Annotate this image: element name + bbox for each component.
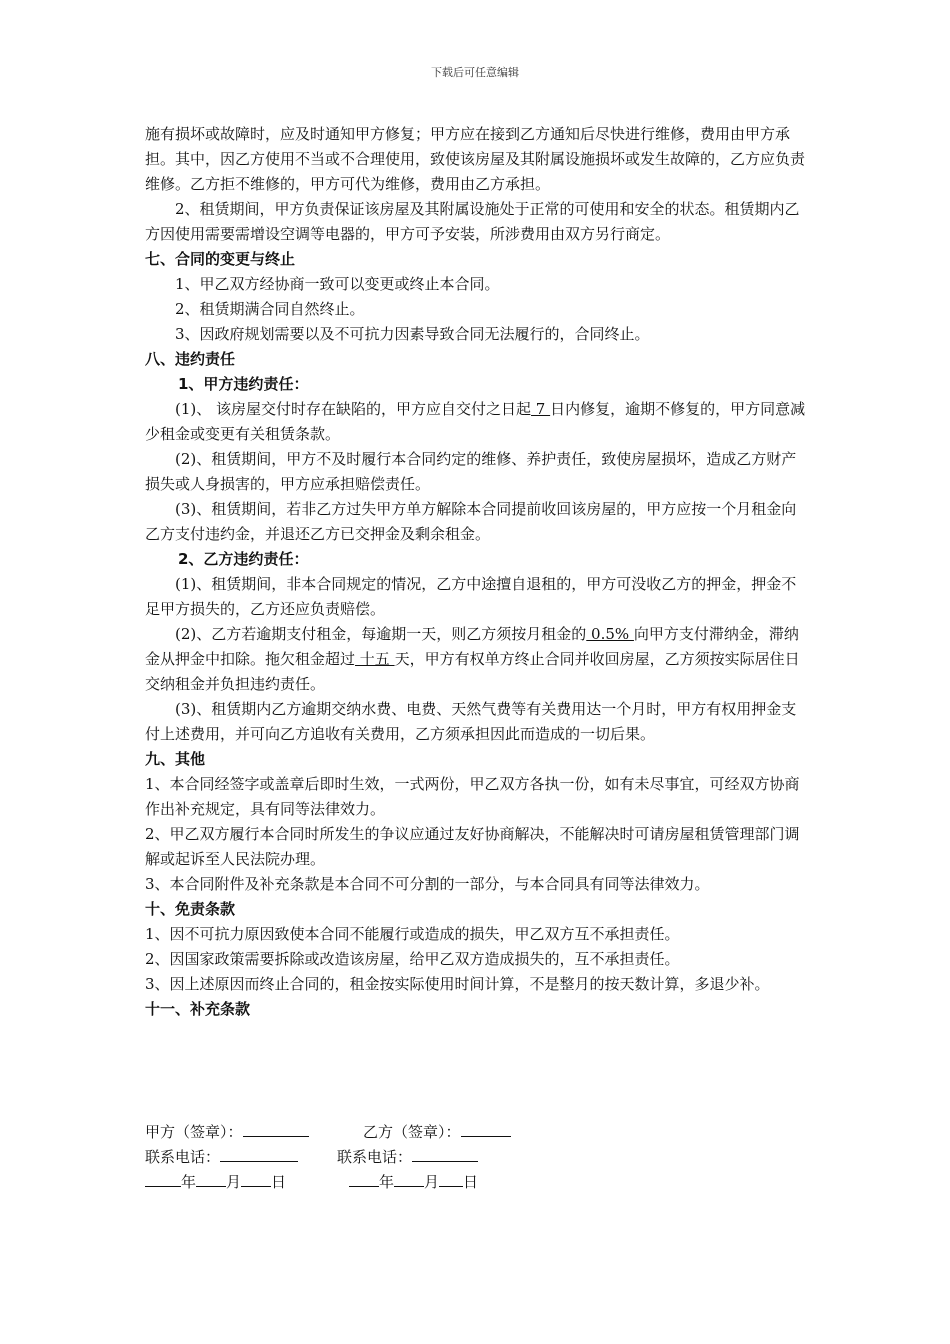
clause-paragraph <box>145 397 810 447</box>
date-a-year-label: 年 <box>181 1173 197 1191</box>
section-heading: 八、违约责任 <box>145 350 236 368</box>
clause-paragraph: (3)、租赁期间，若非乙方过失甲方单方解除本合同提前收回该房屋的，甲方应按一个月租金向乙方支付违约金，并退还乙方已交押金及剩余租金。 <box>145 500 797 543</box>
clause-text: 向甲方支付滞纳金，滞纳金从押金中扣除。拖欠租金超过 <box>145 625 799 668</box>
party-b-signature-line[interactable] <box>461 1120 511 1137</box>
date-b-month-line[interactable] <box>394 1170 424 1187</box>
clause-text: 日内修复，逾期不修复的，甲方同意减少租金或变更有关租赁条款。 <box>145 400 806 443</box>
clause-paragraph: (3)、租赁期内乙方逾期交纳水费、电费、天然气费等有关费用达一个月时，甲方有权用押金支付上述费用，并可向乙方追收有关费用，乙方须承担因此而造成的一切后果。 <box>145 700 797 743</box>
clause-paragraph: (2)、租赁期间，甲方不及时履行本合同约定的维修、养护责任，致使房屋损坏，造成乙方财产损失或人身损害的，甲方应承担赔偿责任。 <box>145 450 797 493</box>
section-heading: 十、免责条款 <box>145 900 236 918</box>
party-a-label: 甲方（签章）： <box>145 1123 243 1141</box>
subsection-heading: 2、乙方违约责任： <box>178 550 309 568</box>
date-row <box>145 1170 745 1195</box>
section-heading: 十一、补充条款 <box>145 1000 251 1018</box>
clause-paragraph <box>145 622 810 697</box>
date-b-year-label: 年 <box>379 1173 395 1191</box>
date-b-month-label: 月 <box>424 1173 440 1191</box>
clause-paragraph: 1、因不可抗力原因致使本合同不能履行或造成的损失，甲乙双方互不承担责任。 <box>145 925 680 943</box>
page-header: 下载后可任意编辑 <box>431 66 519 79</box>
clause-text: (1)、 该房屋交付时存在缺陷的，甲方应自交付之日起 <box>175 400 532 418</box>
signature-block <box>145 1120 745 1195</box>
clause-text: 天，甲方有权单方终止合同并收回房屋，乙方须按实际居住日交纳租金并负担违约责任。 <box>145 650 800 693</box>
date-a-day-line[interactable] <box>241 1170 271 1187</box>
date-a-year-line[interactable] <box>145 1170 181 1187</box>
subsection-heading: 1、甲方违约责任： <box>178 375 309 393</box>
clause-paragraph: 2、甲乙双方履行本合同时所发生的争议应通过友好协商解决，不能解决时可请房屋租赁管理部门调解或起诉至人民法院办理。 <box>145 825 800 868</box>
date-a-day-label: 日 <box>271 1173 287 1191</box>
date-b-day-label: 日 <box>463 1173 479 1191</box>
clause-paragraph: 施有损坏或故障时，应及时通知甲方修复；甲方应在接到乙方通知后尽快进行维修，费用由甲方承担。其中，因乙方使用不当或不合理使用，致使该房屋及其附属设施损坏或发生故障的，乙方应负责维修。乙方拒不维修的，甲方可代为维修，费用由乙方承担。 <box>145 125 806 193</box>
clause-paragraph: 3、本合同附件及补充条款是本合同不可分割的一部分，与本合同具有同等法律效力。 <box>145 875 710 893</box>
phone-a-line[interactable] <box>220 1145 298 1162</box>
phone-row <box>145 1145 745 1170</box>
clause-paragraph: 3、因上述原因而终止合同的，租金按实际使用时间计算，不是整月的按天数计算，多退少补。 <box>145 975 770 993</box>
clause-text: (2)、乙方若逾期支付租金，每逾期一天，则乙方须按月租金的 <box>175 625 587 643</box>
filled-blank: 0.5% <box>586 625 634 643</box>
phone-b-line[interactable] <box>412 1145 478 1162</box>
signature-row <box>145 1120 745 1145</box>
clause-paragraph: 2、因国家政策需要拆除或改造该房屋，给甲乙双方造成损失的，互不承担责任。 <box>145 950 680 968</box>
section-heading: 七、合同的变更与终止 <box>145 250 296 268</box>
clause-paragraph: 1、甲乙双方经协商一致可以变更或终止本合同。 <box>175 275 500 293</box>
date-a-month-label: 月 <box>226 1173 242 1191</box>
section-heading: 九、其他 <box>145 750 206 768</box>
filled-blank: 十五 <box>355 650 395 668</box>
clause-paragraph: (1)、租赁期间，非本合同规定的情况，乙方中途擅自退租的，甲方可没收乙方的押金，押金不足甲方损失的，乙方还应负责赔偿。 <box>145 575 797 618</box>
contract-body <box>145 122 810 1022</box>
clause-paragraph: 3、因政府规划需要以及不可抗力因素导致合同无法履行的，合同终止。 <box>175 325 650 343</box>
clause-paragraph: 2、租赁期间，甲方负责保证该房屋及其附属设施处于正常的可使用和安全的状态。租赁期内乙方因使用需要需增设空调等电器的，甲方可予安装，所涉费用由双方另行商定。 <box>145 200 800 243</box>
date-b-day-line[interactable] <box>439 1170 463 1187</box>
clause-paragraph: 1、本合同经签字或盖章后即时生效，一式两份，甲乙双方各执一份，如有未尽事宜，可经双方协商作出补充规定，具有同等法律效力。 <box>145 775 800 818</box>
phone-a-label: 联系电话： <box>145 1148 221 1166</box>
party-b-label: 乙方（签章）： <box>363 1123 461 1141</box>
party-a-signature-line[interactable] <box>243 1120 309 1137</box>
clause-paragraph: 2、租赁期满合同自然终止。 <box>175 300 365 318</box>
phone-b-label: 联系电话： <box>337 1148 413 1166</box>
date-a-month-line[interactable] <box>196 1170 226 1187</box>
date-b-year-line[interactable] <box>349 1170 379 1187</box>
filled-blank: 7 <box>531 400 551 418</box>
